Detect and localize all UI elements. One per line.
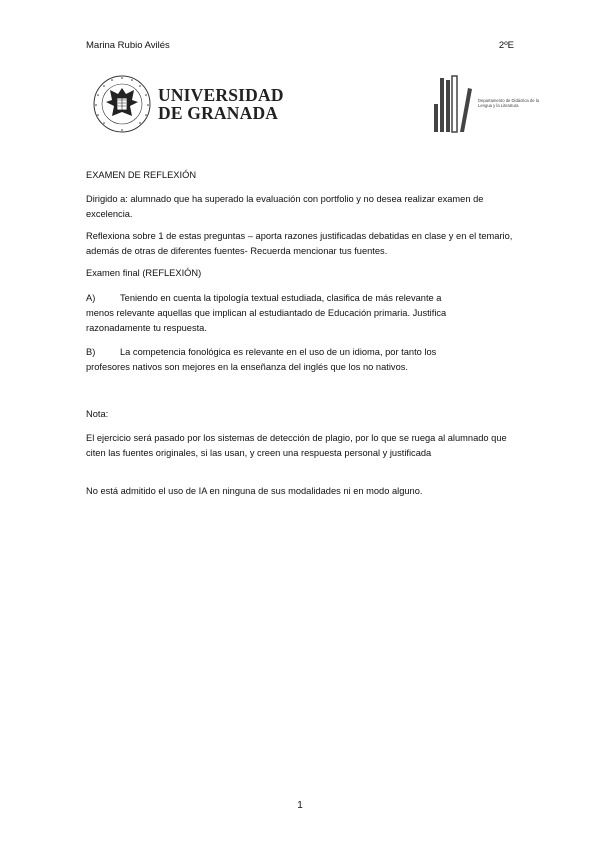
books-logo-icon [430,74,476,136]
department-name: Departamento de Didáctica de la Lengua y la Literatura [478,98,539,108]
university-name-line2: DE GRANADA [158,103,279,123]
course-label: 2ºE [498,40,514,51]
question-a-line2: menos relevante aquellas que implican al estudiantado de Educación primaria. Justifica [86,308,447,318]
page-number: 1 [297,800,303,811]
question-b-line2: profesores nativos son mejores en la enseñanza del inglés que los no nativos. [86,362,408,372]
final-exam-heading: Examen final (REFLEXIÓN) [86,268,202,278]
question-a-label: A) [86,293,96,303]
question-b-line1: La competencia fonológica es relevante en el uso de un idioma, por tanto los [120,347,437,357]
question-b [86,345,516,375]
note-heading: Nota: [86,409,109,419]
university-name-line1: UNIVERSIDAD [158,85,284,105]
department-logo [430,74,540,136]
question-a [86,291,516,336]
university-wordmark [158,86,284,122]
university-logo [92,74,292,136]
author-name: Marina Rubio Avilés [86,40,170,51]
note-text: El ejercicio será pasado por los sistemas de detección de plagio, por lo que se ruega al alumnado que citen las fuentes originales, si las usan, y creen una respuesta personal y justificada [86,433,507,458]
question-b-label: B) [86,347,96,357]
instructions: Reflexiona sobre 1 de estas preguntas – aporta razones justificadas debatidas en clase y en el temario, además de otras de diferentes fuentes- Recuerda mencionar tus fuentes. [86,231,513,256]
question-a-line1: Teniendo en cuenta la tipología textual estudiada, clasifica de más relevante a [120,293,442,303]
exam-title: EXAMEN DE REFLEXIÓN [86,170,197,180]
addressed-to: Dirigido a: alumnado que ha superado la evaluación con portfolio y no desea realizar examen de excelencia. [86,194,484,219]
ai-notice: No está admitido el uso de IA en ninguna de sus modalidades ni en modo alguno. [86,486,423,496]
university-seal-icon [92,74,152,134]
question-a-line3: razonadamente tu respuesta. [86,323,207,333]
